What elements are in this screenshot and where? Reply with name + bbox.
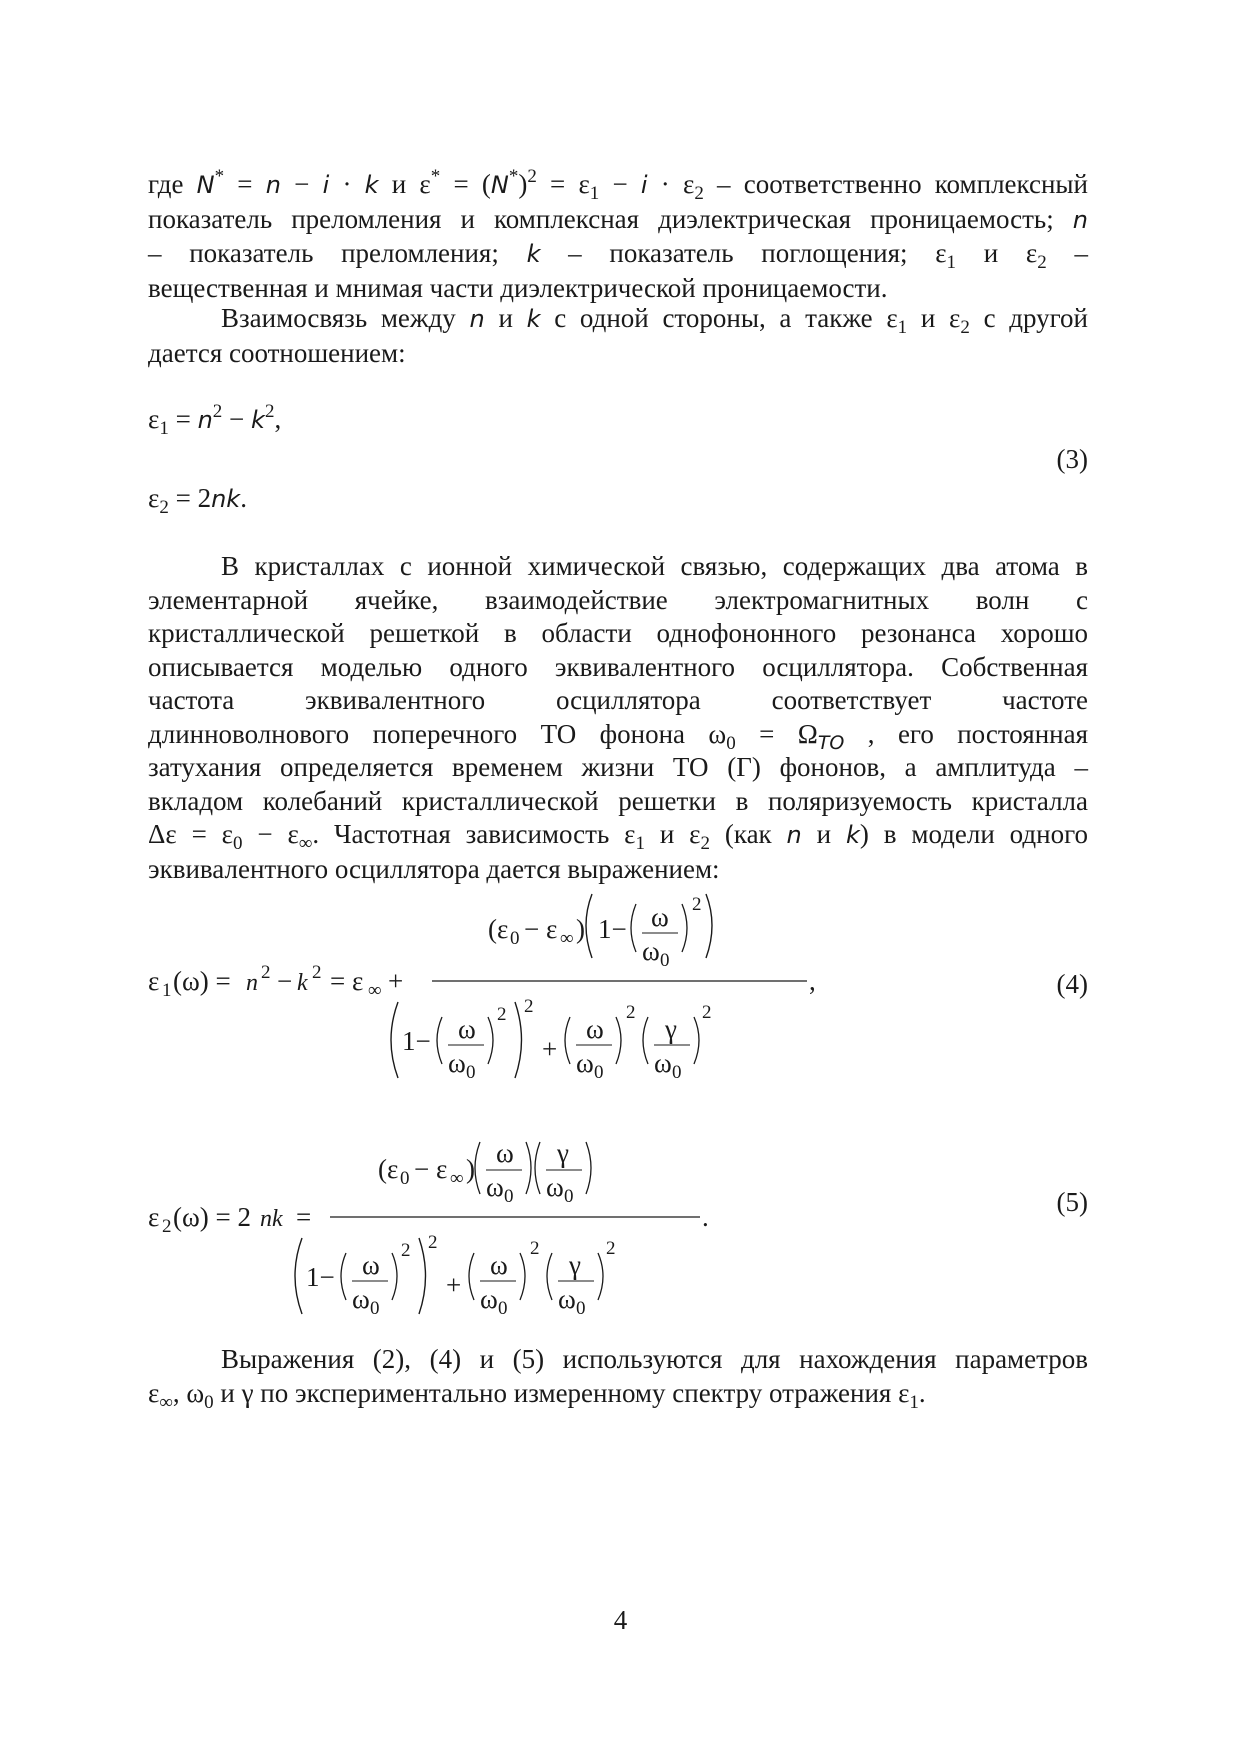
svg-text:= ε: = ε [330, 966, 364, 996]
formula-N-star: N* = n − i · k [196, 166, 379, 199]
para1-line1: где N* = n − i · k и $\varepsilon^* = (N^*)^2 = \varepsilon_1 - i \cdot \varepsilon_2$ – соответственно комплексный [148, 166, 1089, 204]
svg-text:ω: ω [448, 1048, 466, 1078]
para3-line10: эквивалентного осциллятора дается выражением: [148, 853, 720, 884]
svg-text:1−: 1− [306, 1262, 335, 1292]
svg-text:ω: ω [558, 1284, 576, 1314]
svg-text:− ε: − ε [524, 914, 558, 944]
svg-text:2: 2 [524, 996, 534, 1017]
svg-text:2: 2 [626, 1002, 636, 1023]
svg-text:γ: γ [569, 1250, 581, 1280]
svg-text:2: 2 [401, 1240, 411, 1261]
equation-3-number: (3) [1056, 444, 1088, 474]
svg-text:2: 2 [702, 1002, 712, 1023]
svg-text:+: + [542, 1034, 558, 1064]
svg-text:.: . [702, 1202, 709, 1232]
equation-5-number: (5) [1056, 1187, 1088, 1217]
svg-text:ω: ω [654, 1048, 672, 1078]
para4-line1: Выражения (2), (4) и (5) используются для нахождения параметров [221, 1344, 1088, 1374]
svg-text:2: 2 [312, 962, 322, 983]
para1-line4: вещественная и мнимая части диэлектрической проницаемости. [148, 272, 888, 303]
svg-text:k: k [297, 970, 308, 996]
svg-text:+: + [388, 966, 404, 996]
equation-3-line2: $\varepsilon_2 = 2nk$. [148, 483, 247, 518]
svg-text:ω: ω [458, 1014, 476, 1044]
svg-text:,: , [809, 966, 816, 996]
svg-text:(ω) = 2: (ω) = 2 [173, 1202, 251, 1232]
svg-text:0: 0 [510, 928, 520, 949]
para3-line5: частота эквивалентного осциллятора соответствует частоте [148, 685, 1088, 715]
equation-3-line1: $\varepsilon_1 = n^2 - k^2$, [148, 401, 282, 439]
para4-line2: $\varepsilon_\infty$, $\omega_0$ и γ по экспериментально измеренному спектру отражения $\varepsilon_1$. [148, 1377, 926, 1413]
svg-text:ω: ω [642, 936, 660, 966]
svg-text:2: 2 [530, 1238, 540, 1259]
svg-text:0: 0 [576, 1298, 586, 1319]
svg-text:ε: ε [148, 966, 160, 996]
paragraph-relation [148, 302, 1088, 370]
svg-text:2: 2 [606, 1238, 616, 1259]
svg-text:2: 2 [497, 1004, 507, 1025]
svg-text:): ) [576, 914, 585, 944]
svg-text:2: 2 [162, 1216, 172, 1237]
svg-text:0: 0 [672, 1062, 682, 1083]
svg-text:2: 2 [261, 962, 271, 983]
para3-line6: длинноволнового поперечного ТО фонона $\omega_0 = \Omega_{TO}$ , его постоянная [148, 718, 1088, 754]
svg-text:γ: γ [665, 1014, 677, 1044]
para3-line9: $\Delta\varepsilon = \varepsilon_0 - \varepsilon_\infty$. Частотная зависимость $\varepsilon_1$ и $\varepsilon_2$ (как n и k) в модели одного [148, 819, 1088, 854]
svg-text:ω: ω [546, 1172, 564, 1202]
equation-4 [140, 880, 840, 1110]
svg-text:∞: ∞ [368, 980, 382, 1001]
para3-line2: элементарной ячейке, взаимодействие электромагнитных волн с [148, 584, 1088, 615]
page-number: 4 [613, 1605, 628, 1635]
svg-text:(ω) =: (ω) = [173, 966, 231, 996]
para3-line3: кристаллической решеткой в области однофононного резонанса хорошо [148, 618, 1088, 648]
svg-text:+: + [446, 1270, 462, 1300]
svg-text:2: 2 [692, 894, 702, 915]
svg-text:ω: ω [490, 1250, 508, 1280]
svg-text:−: − [277, 966, 293, 996]
svg-text:1−: 1− [598, 914, 627, 944]
para2-line2: дается соотношением: [148, 337, 406, 368]
paragraph-usage [148, 1343, 1088, 1413]
para3-line7: затухания определяется временем жизни ТО (Г) фононов, а амплитуда – [148, 752, 1088, 782]
svg-text:n: n [246, 970, 258, 996]
svg-text:1−: 1− [402, 1026, 431, 1056]
para3-line8: вкладом колебаний кристаллической решетки в поляризуемость кристалла [148, 785, 1088, 816]
svg-text:): ) [466, 1154, 475, 1184]
svg-text:ω: ω [352, 1284, 370, 1314]
svg-text:ω: ω [486, 1172, 504, 1202]
paragraph-oscillator [148, 550, 1088, 886]
para3-line1: В кристаллах с ионной химической связью, содержащих два атома в [221, 551, 1088, 581]
svg-text:− ε: − ε [414, 1154, 448, 1184]
svg-text:ω: ω [586, 1014, 604, 1044]
equation-5 [140, 1120, 840, 1340]
svg-text:0: 0 [466, 1062, 476, 1083]
svg-text:2: 2 [428, 1232, 438, 1253]
svg-text:0: 0 [660, 950, 670, 971]
svg-text:0: 0 [370, 1298, 380, 1319]
svg-text:nk: nk [260, 1206, 283, 1232]
svg-text:0: 0 [594, 1062, 604, 1083]
svg-text:ω: ω [576, 1048, 594, 1078]
svg-text:0: 0 [504, 1186, 514, 1207]
svg-text:ω: ω [651, 902, 669, 932]
svg-text:γ: γ [557, 1138, 569, 1168]
svg-text:∞: ∞ [450, 1168, 464, 1189]
svg-text:0: 0 [498, 1298, 508, 1319]
svg-text:ω: ω [480, 1284, 498, 1314]
svg-text:(ε: (ε [378, 1154, 399, 1184]
para3-line4: описывается моделью одного эквивалентного осциллятора. Собственная [148, 651, 1088, 682]
para1-line2: показатель преломления и комплексная диэлектрическая проницаемость; n [148, 203, 1088, 234]
equation-4-number: (4) [1056, 969, 1088, 999]
svg-text:ω: ω [362, 1250, 380, 1280]
svg-text:0: 0 [564, 1186, 574, 1207]
svg-text:ε: ε [148, 1202, 160, 1232]
svg-text:0: 0 [400, 1168, 410, 1189]
para1-line3: – показатель преломления; k – показатель поглощения; $\varepsilon_1$ и $\varepsilon_2$ – [148, 238, 1088, 273]
svg-text:∞: ∞ [560, 928, 574, 949]
svg-text:1: 1 [162, 980, 172, 1001]
svg-text:ω: ω [496, 1138, 514, 1168]
formula-eps-star: $\varepsilon^* = (N^*)^2 = \varepsilon_1 - i \cdot \varepsilon_2$ [419, 166, 704, 204]
svg-text:(ε: (ε [488, 914, 509, 944]
para2-line1: Взаимосвязь между n и k с одной стороны, а также $\varepsilon_1$ и $\varepsilon_2$ с другой [221, 303, 1088, 338]
svg-text:=: = [296, 1202, 312, 1232]
paragraph-definitions [148, 168, 1088, 305]
